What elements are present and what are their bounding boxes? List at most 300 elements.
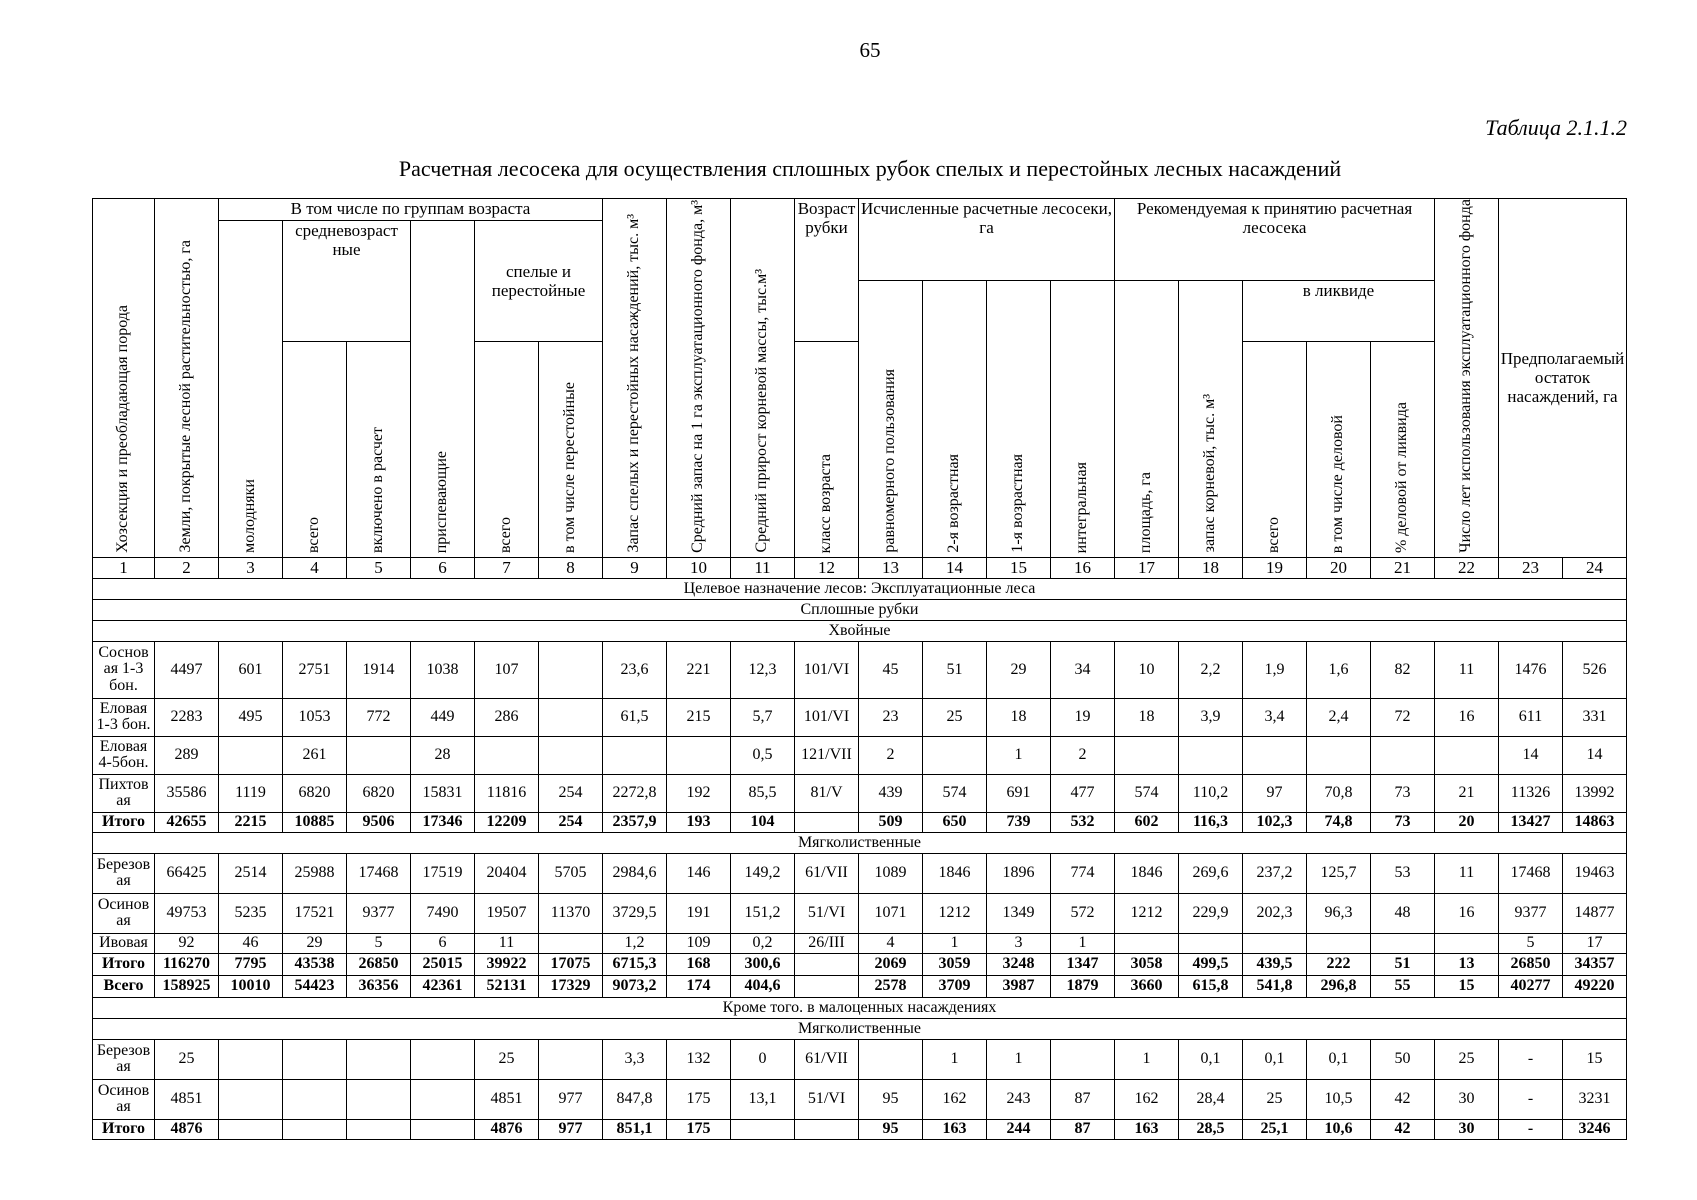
table-cell: 5 — [347, 933, 411, 953]
row-label: Пихтов ая — [93, 774, 155, 812]
table-cell: 243 — [987, 1079, 1051, 1119]
header-c4: всего — [283, 341, 347, 557]
table-cell: 132 — [667, 1039, 731, 1079]
row-label: Осинов ая — [93, 893, 155, 933]
table-cell: 53 — [1371, 853, 1435, 893]
column-number: 5 — [347, 557, 411, 578]
table-cell: 477 — [1051, 774, 1115, 812]
table-cell: 23 — [859, 698, 923, 736]
table-cell: 1896 — [987, 853, 1051, 893]
table-cell: 29 — [283, 933, 347, 953]
header-c7: всего — [475, 341, 539, 557]
row-label: Итого — [93, 1119, 155, 1139]
column-number: 18 — [1179, 557, 1243, 578]
table-cell: 509 — [859, 812, 923, 832]
table-cell: 2215 — [219, 812, 283, 832]
soft-rows — [93, 853, 1627, 997]
table-cell: 221 — [667, 641, 731, 698]
column-number: 17 — [1115, 557, 1179, 578]
table-cell: 42 — [1371, 1119, 1435, 1139]
table-cell — [1179, 933, 1243, 953]
total-row — [93, 1119, 1627, 1139]
row-label: Итого — [93, 953, 155, 975]
table-cell: 1,6 — [1307, 641, 1371, 698]
table-cell: 10885 — [283, 812, 347, 832]
table-cell: 116270 — [155, 953, 219, 975]
column-number: 3 — [219, 557, 283, 578]
table-cell: 87 — [1051, 1079, 1115, 1119]
table-cell: 572 — [1051, 893, 1115, 933]
table-cell: 3248 — [987, 953, 1051, 975]
table-cell: 107 — [475, 641, 539, 698]
table-cell: 25 — [1435, 1039, 1499, 1079]
table-cell: 7795 — [219, 953, 283, 975]
table-cell: 121/VII — [795, 736, 859, 774]
table-cell: 1 — [987, 1039, 1051, 1079]
table-cell: 14877 — [1563, 893, 1627, 933]
table-cell: 26850 — [1499, 953, 1563, 975]
table-cell: 23,6 — [603, 641, 667, 698]
header-recommended: Рекомендуемая к принятию расчетная лесосека — [1115, 199, 1435, 281]
table-cell: 26850 — [347, 953, 411, 975]
table-cell: 1 — [923, 933, 987, 953]
table-cell: 102,3 — [1243, 812, 1307, 832]
table-cell — [603, 736, 667, 774]
table-cell: 449 — [411, 698, 475, 736]
table-cell — [411, 1119, 475, 1139]
table-cell: 34357 — [1563, 953, 1627, 975]
table-cell: 11370 — [539, 893, 603, 933]
table-cell: 15831 — [411, 774, 475, 812]
table-cell: 25,1 — [1243, 1119, 1307, 1139]
table-row — [93, 853, 1627, 893]
table-cell: 602 — [1115, 812, 1179, 832]
table-cell — [347, 736, 411, 774]
table-cell: 61/VII — [795, 853, 859, 893]
table-cell: 28,5 — [1179, 1119, 1243, 1139]
table-cell: 18 — [1115, 698, 1179, 736]
table-cell — [411, 1079, 475, 1119]
table-cell: - — [1499, 1039, 1563, 1079]
table-cell — [219, 736, 283, 774]
column-number: 6 — [411, 557, 475, 578]
table-cell: 25015 — [411, 953, 475, 975]
table-cell: 0,5 — [731, 736, 795, 774]
table-cell: 13992 — [1563, 774, 1627, 812]
table-cell — [1435, 736, 1499, 774]
header-c23-24: Предполагаемый остаток насаждений, га — [1499, 199, 1627, 558]
table-cell — [539, 933, 603, 953]
row-label: Итого — [93, 812, 155, 832]
table-cell: 601 — [219, 641, 283, 698]
table-cell: 3,3 — [603, 1039, 667, 1079]
table-cell: 87 — [1051, 1119, 1115, 1139]
table-cell — [283, 1039, 347, 1079]
header-c5: включено в расчет — [347, 341, 411, 557]
table-cell — [219, 1119, 283, 1139]
table-cell: 92 — [155, 933, 219, 953]
header-c3: молодняки — [219, 221, 283, 558]
row-label: Ивовая — [93, 933, 155, 953]
table-cell — [1051, 1039, 1115, 1079]
table-cell — [1371, 933, 1435, 953]
row-label: Всего — [93, 975, 155, 997]
table-cell: 5235 — [219, 893, 283, 933]
table-cell: 3059 — [923, 953, 987, 975]
column-number: 2 — [155, 557, 219, 578]
header-c11: Средний прирост корневой массы, тыс.м³ — [731, 199, 795, 558]
table-cell — [283, 1079, 347, 1119]
table-title: Расчетная лесосека для осуществления сплошных рубок спелых и перестойных лесных насаждений — [398, 156, 1342, 181]
section-purpose: Целевое назначение лесов: Эксплуатационные леса — [93, 578, 1627, 599]
table-cell: 16 — [1435, 893, 1499, 933]
column-number: 10 — [667, 557, 731, 578]
table-cell — [539, 641, 603, 698]
table-cell: 174 — [667, 975, 731, 997]
table-cell: 175 — [667, 1119, 731, 1139]
table-cell — [1307, 736, 1371, 774]
table-cell: 158925 — [155, 975, 219, 997]
table-cell: 4876 — [475, 1119, 539, 1139]
table-cell: 11 — [1435, 853, 1499, 893]
table-cell — [859, 1039, 923, 1079]
total-row — [93, 812, 1627, 832]
table-cell: 0,1 — [1179, 1039, 1243, 1079]
table-cell — [795, 953, 859, 975]
table-cell — [347, 1079, 411, 1119]
section-soft: Мягколиственные — [93, 832, 1627, 853]
table-cell: 104 — [731, 812, 795, 832]
table-cell: 286 — [475, 698, 539, 736]
table-cell: 541,8 — [1243, 975, 1307, 997]
table-cell: 3709 — [923, 975, 987, 997]
table-cell: 146 — [667, 853, 731, 893]
header-c10: Средний запас на 1 га эксплуатационного фонда, м³ — [667, 199, 731, 558]
table-cell: 9073,2 — [603, 975, 667, 997]
table-cell: 1 — [1115, 1039, 1179, 1079]
table-cell: 5705 — [539, 853, 603, 893]
header-c19: всего — [1243, 341, 1307, 557]
cutting-area-table — [92, 198, 1627, 1140]
table-cell: 17 — [1563, 933, 1627, 953]
table-cell — [667, 736, 731, 774]
table-cell: 229,9 — [1179, 893, 1243, 933]
table-cell: 14863 — [1563, 812, 1627, 832]
table-cell: 11 — [475, 933, 539, 953]
table-row — [93, 641, 1627, 698]
table-cell: 0,1 — [1307, 1039, 1371, 1079]
table-cell: 49753 — [155, 893, 219, 933]
table-cell: 404,6 — [731, 975, 795, 997]
row-label: Осинов ая — [93, 1079, 155, 1119]
table-cell: 254 — [539, 774, 603, 812]
table-cell: 19 — [1051, 698, 1115, 736]
table-cell: 96,3 — [1307, 893, 1371, 933]
table-cell: 2578 — [859, 975, 923, 997]
table-cell: 3231 — [1563, 1079, 1627, 1119]
table-cell: 1 — [987, 736, 1051, 774]
header-c15: 1-я возрастная — [987, 281, 1051, 558]
header-c18: запас корневой, тыс. м³ — [1179, 281, 1243, 558]
table-cell: 5 — [1499, 933, 1563, 953]
header-c13: равномерного пользования — [859, 281, 923, 558]
table-cell: 202,3 — [1243, 893, 1307, 933]
table-cell: 574 — [923, 774, 987, 812]
table-cell: 162 — [1115, 1079, 1179, 1119]
table-cell: 16 — [1435, 698, 1499, 736]
table-cell: 0 — [731, 1039, 795, 1079]
table-cell: 110,2 — [1179, 774, 1243, 812]
table-cell — [1179, 736, 1243, 774]
table-cell: 977 — [539, 1119, 603, 1139]
table-cell: 101/VI — [795, 698, 859, 736]
table-cell: 1,2 — [603, 933, 667, 953]
column-number: 16 — [1051, 557, 1115, 578]
table-cell: 61/VII — [795, 1039, 859, 1079]
table-cell: 222 — [1307, 953, 1371, 975]
table-cell: 25 — [155, 1039, 219, 1079]
table-cell — [1115, 933, 1179, 953]
table-cell: 9506 — [347, 812, 411, 832]
header-c14: 2-я возрастная — [923, 281, 987, 558]
total-row — [93, 975, 1627, 997]
table-cell: 13427 — [1499, 812, 1563, 832]
table-cell: 0,1 — [1243, 1039, 1307, 1079]
header-c20: в том числе деловой — [1307, 341, 1371, 557]
table-cell: 1476 — [1499, 641, 1563, 698]
table-cell: 191 — [667, 893, 731, 933]
table-cell: 4 — [859, 933, 923, 953]
header-c8: в том числе перестойные — [539, 341, 603, 557]
table-cell: 55 — [1371, 975, 1435, 997]
table-cell: 2,4 — [1307, 698, 1371, 736]
table-cell: 261 — [283, 736, 347, 774]
table-cell: 10,5 — [1307, 1079, 1371, 1119]
table-cell: 70,8 — [1307, 774, 1371, 812]
table-cell — [1243, 933, 1307, 953]
table-cell: 439,5 — [1243, 953, 1307, 975]
table-cell: 1846 — [923, 853, 987, 893]
header-liquid: в ликвиде — [1243, 281, 1435, 341]
table-cell — [795, 1119, 859, 1139]
table-cell: 40277 — [1499, 975, 1563, 997]
table-cell — [795, 812, 859, 832]
table-cell: 2272,8 — [603, 774, 667, 812]
header-age-groups: В том числе по группам возраста — [219, 199, 603, 221]
table-cell — [923, 736, 987, 774]
table-cell: 574 — [1115, 774, 1179, 812]
table-cell: 6715,3 — [603, 953, 667, 975]
column-number: 8 — [539, 557, 603, 578]
table-cell: 28 — [411, 736, 475, 774]
table-cell: 296,8 — [1307, 975, 1371, 997]
table-row — [93, 1079, 1627, 1119]
header-age-cut: Возраст рубки — [795, 199, 859, 342]
table-cell: 2984,6 — [603, 853, 667, 893]
header-middle-aged: средневозраст ные — [283, 221, 411, 342]
table-cell: 12,3 — [731, 641, 795, 698]
table-cell: 10010 — [219, 975, 283, 997]
low-value-rows — [93, 1039, 1627, 1139]
table-cell: 1071 — [859, 893, 923, 933]
column-number: 24 — [1563, 557, 1627, 578]
table-cell: 7490 — [411, 893, 475, 933]
table-cell: 51 — [1371, 953, 1435, 975]
table-cell: 739 — [987, 812, 1051, 832]
table-cell: 851,1 — [603, 1119, 667, 1139]
column-numbers-row — [93, 557, 1627, 578]
table-cell: 72 — [1371, 698, 1435, 736]
table-cell: - — [1499, 1119, 1563, 1139]
table-cell: 74,8 — [1307, 812, 1371, 832]
table-cell — [1307, 933, 1371, 953]
table-cell: 85,5 — [731, 774, 795, 812]
table-cell: 175 — [667, 1079, 731, 1119]
table-cell — [1371, 736, 1435, 774]
section-soft-low: Мягколиственные — [93, 1018, 1627, 1039]
row-label: Еловая 4-5бон. — [93, 736, 155, 774]
table-cell: 12209 — [475, 812, 539, 832]
table-cell: 11816 — [475, 774, 539, 812]
table-cell: 3246 — [1563, 1119, 1627, 1139]
column-number: 15 — [987, 557, 1051, 578]
header-c17: площадь, га — [1115, 281, 1179, 558]
table-cell: 6820 — [347, 774, 411, 812]
table-cell: 43538 — [283, 953, 347, 975]
table-cell: 34 — [1051, 641, 1115, 698]
table-row — [93, 736, 1627, 774]
table-cell: 51 — [923, 641, 987, 698]
table-cell: 54423 — [283, 975, 347, 997]
table-cell: 1914 — [347, 641, 411, 698]
table-cell: 17519 — [411, 853, 475, 893]
table-cell: 13 — [1435, 953, 1499, 975]
table-cell: 5,7 — [731, 698, 795, 736]
header-c2: Земли, покрытые лесной растительностью, га — [155, 199, 219, 558]
table-cell: 21 — [1435, 774, 1499, 812]
table-cell: 95 — [859, 1119, 923, 1139]
table-cell: 254 — [539, 812, 603, 832]
table-row — [93, 698, 1627, 736]
table-cell: 2283 — [155, 698, 219, 736]
column-number: 1 — [93, 557, 155, 578]
table-cell: 82 — [1371, 641, 1435, 698]
table-cell: 42361 — [411, 975, 475, 997]
table-cell: 29 — [987, 641, 1051, 698]
row-label: Соснов ая 1-3 бон. — [93, 641, 155, 698]
table-cell: 109 — [667, 933, 731, 953]
table-cell: 1212 — [923, 893, 987, 933]
table-cell: 4876 — [155, 1119, 219, 1139]
table-cell — [219, 1079, 283, 1119]
table-cell: 116,3 — [1179, 812, 1243, 832]
table-cell: 1 — [1051, 933, 1115, 953]
table-cell: 289 — [155, 736, 219, 774]
table-row — [93, 774, 1627, 812]
table-cell: 61,5 — [603, 698, 667, 736]
table-cell: 2751 — [283, 641, 347, 698]
table-cell: 237,2 — [1243, 853, 1307, 893]
table-cell — [731, 1119, 795, 1139]
table-cell: 611 — [1499, 698, 1563, 736]
table-cell: 3,9 — [1179, 698, 1243, 736]
table-cell: 3058 — [1115, 953, 1179, 975]
table-cell: 18 — [987, 698, 1051, 736]
table-cell: 49220 — [1563, 975, 1627, 997]
header-c12: класс возраста — [795, 341, 859, 557]
table-cell: 46 — [219, 933, 283, 953]
table-cell: 52131 — [475, 975, 539, 997]
table-cell: 1212 — [1115, 893, 1179, 933]
table-cell: 39922 — [475, 953, 539, 975]
table-cell: 10,6 — [1307, 1119, 1371, 1139]
column-number: 11 — [731, 557, 795, 578]
table-cell — [539, 698, 603, 736]
table-cell: 151,2 — [731, 893, 795, 933]
table-cell — [347, 1039, 411, 1079]
table-cell: 650 — [923, 812, 987, 832]
table-cell: 20404 — [475, 853, 539, 893]
section-cut: Сплошные рубки — [93, 599, 1627, 620]
page-number: 65 — [859, 38, 881, 62]
table-cell: 11326 — [1499, 774, 1563, 812]
column-number: 20 — [1307, 557, 1371, 578]
table-cell — [539, 736, 603, 774]
table-cell: 4851 — [155, 1079, 219, 1119]
table-row — [93, 1039, 1627, 1079]
table-cell: 35586 — [155, 774, 219, 812]
table-cell: 81/V — [795, 774, 859, 812]
table-cell: 25 — [1243, 1079, 1307, 1119]
table-cell: 15 — [1435, 975, 1499, 997]
table-cell: 30 — [1435, 1079, 1499, 1119]
header-ripe: спелые и перестойные — [475, 221, 603, 342]
table-cell: 101/VI — [795, 641, 859, 698]
table-cell: 2 — [859, 736, 923, 774]
table-row — [93, 933, 1627, 953]
table-cell: 163 — [923, 1119, 987, 1139]
table-cell: 6820 — [283, 774, 347, 812]
table-cell: 1119 — [219, 774, 283, 812]
column-number: 21 — [1371, 557, 1435, 578]
table-cell: 17468 — [1499, 853, 1563, 893]
table-cell: 30 — [1435, 1119, 1499, 1139]
table-cell: 977 — [539, 1079, 603, 1119]
table-cell: 3660 — [1115, 975, 1179, 997]
table-cell: 1349 — [987, 893, 1051, 933]
column-number: 7 — [475, 557, 539, 578]
column-number: 4 — [283, 557, 347, 578]
table-cell: 244 — [987, 1119, 1051, 1139]
column-number: 14 — [923, 557, 987, 578]
table-cell: 17521 — [283, 893, 347, 933]
header-c22: Число лет использования эксплуатационного фонда — [1435, 199, 1499, 558]
table-cell: 1846 — [1115, 853, 1179, 893]
table-cell: 9377 — [347, 893, 411, 933]
table-cell: 17468 — [347, 853, 411, 893]
table-cell: 439 — [859, 774, 923, 812]
table-cell: 847,8 — [603, 1079, 667, 1119]
table-cell: 3,4 — [1243, 698, 1307, 736]
table-cell: 66425 — [155, 853, 219, 893]
table-cell: 51/VI — [795, 893, 859, 933]
table-cell: 11 — [1435, 641, 1499, 698]
table-cell: 163 — [1115, 1119, 1179, 1139]
table-cell: 3987 — [987, 975, 1051, 997]
table-cell: 19507 — [475, 893, 539, 933]
table-cell: 331 — [1563, 698, 1627, 736]
table-cell: 215 — [667, 698, 731, 736]
